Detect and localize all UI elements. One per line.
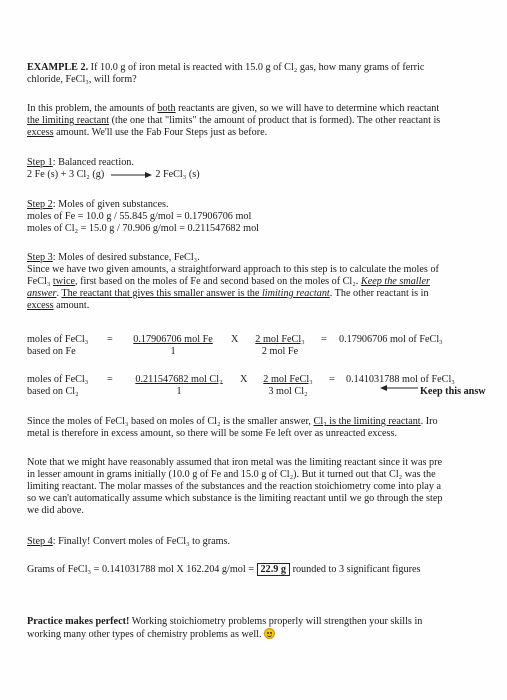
step2-heading: Step 2: Moles of given substances. (27, 199, 169, 210)
calc-cl-label-2: based on Cl₂ (27, 386, 79, 397)
step3-line-3: answer. The reactant that gives this smaller answer is the limiting reactant. The other reactant is in (27, 288, 429, 299)
reaction-reactants: 2 Fe (s) + 3 Cl₂ (g) (27, 169, 105, 180)
limiting-reactant-emphasis: limiting reactant (261, 288, 330, 299)
calc-fe-label-1: moles of FeCl₃ (27, 334, 89, 345)
intro-line-1: In this problem, the amounts of both reactants are given, so we will have to determine which reactant (27, 103, 440, 114)
calc-cl-fraction-2 (255, 374, 321, 399)
practice-heading: Practice makes perfect! (27, 616, 130, 627)
step1-heading: Step 1: Balanced reaction. (27, 157, 134, 168)
reaction-products: 2 FeCl₃ (s) (155, 169, 200, 180)
calc-cl-label-1: moles of FeCl₃ (27, 374, 89, 385)
grams-calculation (27, 564, 420, 576)
conclusion-line-2: metal is therefore in excess amount, so there will be some Fe left over as unreacted excess. (27, 428, 398, 439)
step3-line-4: excess amount. (27, 300, 90, 311)
step3-heading: Step 3: Moles of desired substance, FeCl₃. (27, 252, 200, 263)
grams-equation: Grams of FeCl₃ = 0.141031788 mol X 162.204 g/mol = (27, 564, 254, 575)
calc-cl-equals: = (107, 374, 113, 385)
moles-fe-line: moles of Fe = 10.0 g / 55.845 g/mol = 0.17906706 mol (27, 211, 252, 222)
reaction-arrow-icon (107, 171, 153, 179)
calc-fe-fraction-2 (245, 334, 315, 359)
calc-cl-numerator-2: 2 mol FeCl₃ (263, 374, 313, 385)
practice-line-2: working many other types of chemistry problems as well. (27, 628, 275, 641)
note-line-4: so we can't automatically assume which substance is the limiting reactant until we go through the step (27, 493, 443, 504)
example-question-1: If 10.0 g of iron metal is reacted with 15.0 g of Cl₂ gas, how many grams of ferric (90, 62, 425, 73)
keep-this-answer-note: Keep this answ (420, 386, 486, 397)
note-line-3: limiting reactant. The molar masses of the substances and the reaction stoichiometry come into play a (27, 481, 441, 492)
step4-label: Step 4 (27, 536, 53, 547)
step4-heading: Step 4: Finally! Convert moles of FeCl₃ to grams. (27, 536, 231, 547)
calc-fe-label-2: based on Fe (27, 346, 76, 357)
step2-label: Step 2 (27, 199, 53, 210)
calc-cl-numerator-1: 0.211547682 mol Cl₂ (135, 374, 223, 385)
example-line-1 (27, 62, 424, 74)
calc-fe-denominator-1: 1 (170, 346, 176, 358)
final-answer-box: 22.9 g (257, 563, 290, 576)
calc-fe-equals: = (107, 334, 113, 345)
cl2-limiting-emphasis: Cl₂ is the limiting reactant (313, 416, 421, 427)
intro-line-2: the limiting reactant (the one that "limits" the amount of product that is formed). The other reactant is (27, 115, 441, 126)
note-line-5: we did above. (27, 505, 84, 516)
practice-line-1: Practice makes perfect! Working stoichiometry problems properly will strengthen your skills in (27, 616, 423, 627)
step1-label: Step 1 (27, 157, 53, 168)
calc-fe-numerator-2: 2 mol FeCl₃ (255, 334, 305, 345)
note-line-2: in lesser amount in grams initially (10.0 g of Fe and 15.0 g of Cl₂). But it turned out that Cl₂ was the (27, 469, 436, 480)
example-question-2: chloride, FeCl₃, will form? (27, 74, 137, 85)
calc-fe-equals-2: = (321, 334, 327, 345)
calc-fe-fraction-1 (125, 334, 221, 359)
balanced-reaction (27, 169, 200, 181)
rounding-note: rounded to 3 significant figures (292, 564, 421, 575)
conclusion-line-1: Since the moles of FeCl₃ based on moles of Cl₂ is the smaller answer, Cl₂ is the limiting reactant. Iro (27, 416, 438, 427)
intro-line-3: excess amount. We'll use the Fab Four Steps just as before. (27, 127, 268, 138)
calc-cl-equals-2: = (329, 374, 335, 385)
calc-cl-times: X (240, 374, 248, 385)
excess-emphasis: excess (27, 300, 54, 311)
limiting-reactant-term: the limiting reactant (27, 115, 110, 126)
smaller-answer-emphasis: The reactant that gives this smaller answer is the (61, 288, 262, 299)
excess-term: excess (27, 127, 54, 138)
example-heading: EXAMPLE 2. (27, 62, 89, 73)
calc-fe-result: 0.17906706 mol of FeCl₃ (339, 334, 443, 345)
calc-cl-denominator-1: 1 (176, 386, 182, 398)
keep-arrow-icon (380, 384, 418, 392)
note-line-1: Note that we might have reasonably assumed that iron metal was the limiting reactant since it was pre (27, 457, 443, 468)
step3-label: Step 3 (27, 252, 53, 263)
both-emphasis: both (157, 103, 176, 114)
step3-line-1: Since we have two given amounts, a straightforward approach to this step is to calculate the moles of (27, 264, 439, 275)
smiley-icon (264, 628, 275, 639)
keep-smaller-emphasis: Keep the smaller (360, 276, 430, 287)
calc-cl-fraction-1 (124, 374, 234, 399)
calc-cl-denominator-2: 3 mol Cl₂ (268, 386, 308, 398)
moles-cl2-line: moles of Cl₂ = 15.0 g / 70.906 g/mol = 0.211547682 mol (27, 223, 259, 234)
calc-fe-denominator-2: 2 mol Fe (261, 346, 299, 358)
calc-fe-times: X (231, 334, 239, 345)
step3-line-2: FeCl₃ twice, first based on the moles of Fe and second based on the moles of Cl₂. Keep the smaller (27, 276, 430, 287)
calc-cl-result: 0.141031788 mol of FeCl₃ (346, 374, 455, 385)
calc-fe-numerator-1: 0.17906706 mol Fe (133, 334, 213, 345)
twice-emphasis: twice (52, 276, 75, 287)
